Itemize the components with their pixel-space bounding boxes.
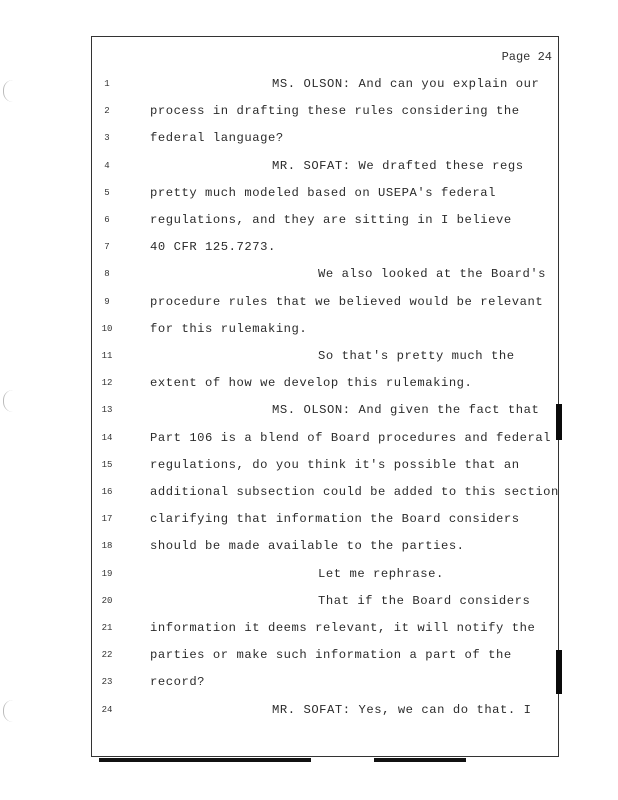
transcript-line: regulations, do you think it's possible that an <box>150 457 520 472</box>
transcript-line: So that's pretty much the <box>318 349 515 363</box>
line-number: 21 <box>101 623 113 633</box>
transcript-line: clarifying that information the Board considers <box>150 512 520 527</box>
page-number: Page 24 <box>501 50 552 64</box>
line-number: 16 <box>101 487 113 497</box>
transcript-line: pretty much modeled based on USEPA's federal <box>150 185 497 200</box>
line-number: 1 <box>104 79 110 89</box>
line-number: 6 <box>104 215 110 225</box>
line-number: 23 <box>101 677 113 688</box>
line-number: 18 <box>101 541 113 552</box>
line-number: 22 <box>101 650 113 661</box>
transcript-line: That if the Board considers <box>318 593 531 608</box>
punch-hole-mark <box>3 80 14 102</box>
line-number: 9 <box>104 296 110 307</box>
line-number: 4 <box>104 160 110 171</box>
transcript-line: parties or make such information a part of the <box>150 648 512 663</box>
transcript-line: 40 CFR 125.7273. <box>150 240 276 255</box>
scan-edge-bar <box>374 758 466 762</box>
transcript-line: Let me rephrase. <box>318 566 444 581</box>
punch-hole-mark <box>3 700 14 722</box>
line-number: 5 <box>104 187 110 198</box>
transcript-line: information it deems relevant, it will notify the <box>150 621 536 635</box>
transcript-line: MS. OLSON: And can you explain our <box>272 77 540 91</box>
transcript-line: MR. SOFAT: Yes, we can do that. I <box>272 702 532 717</box>
transcript-line: federal language? <box>150 131 284 146</box>
transcript-line: MS. OLSON: And given the fact that <box>272 403 540 418</box>
scan-edge-bar <box>99 758 311 762</box>
line-number: 24 <box>101 704 113 715</box>
transcript-line: MR. SOFAT: We drafted these regs <box>272 158 524 173</box>
line-number: 3 <box>104 133 110 144</box>
transcript-line: Part 106 is a blend of Board procedures and federal <box>150 430 552 445</box>
transcript-line: process in drafting these rules considering the <box>150 104 520 119</box>
transcript-line: record? <box>150 675 206 690</box>
transcript-line: extent of how we develop this rulemaking. <box>150 376 473 391</box>
line-number: 2 <box>104 106 110 117</box>
transcript-line: We also looked at the Board's <box>318 267 547 282</box>
line-number: 10 <box>101 323 113 334</box>
line-number: 12 <box>101 378 113 389</box>
line-number: 20 <box>101 595 113 606</box>
transcript-line: additional subsection could be added to this section <box>150 485 559 499</box>
line-number: 15 <box>101 459 113 470</box>
line-number: 11 <box>101 351 113 361</box>
line-number: 19 <box>101 568 113 579</box>
margin-mark <box>556 650 562 694</box>
transcript-line: for this rulemaking. <box>150 321 308 336</box>
transcript-line: regulations, and they are sitting in I believe <box>150 213 512 227</box>
line-number: 14 <box>101 432 113 443</box>
punch-hole-mark <box>3 390 14 412</box>
transcript-line: should be made available to the parties. <box>150 539 465 554</box>
transcript-line: procedure rules that we believed would be relevant <box>150 294 544 309</box>
line-number: 7 <box>104 242 110 253</box>
line-number: 17 <box>101 514 113 525</box>
margin-mark <box>556 404 562 440</box>
line-number: 13 <box>101 405 113 416</box>
line-number: 8 <box>104 269 110 280</box>
